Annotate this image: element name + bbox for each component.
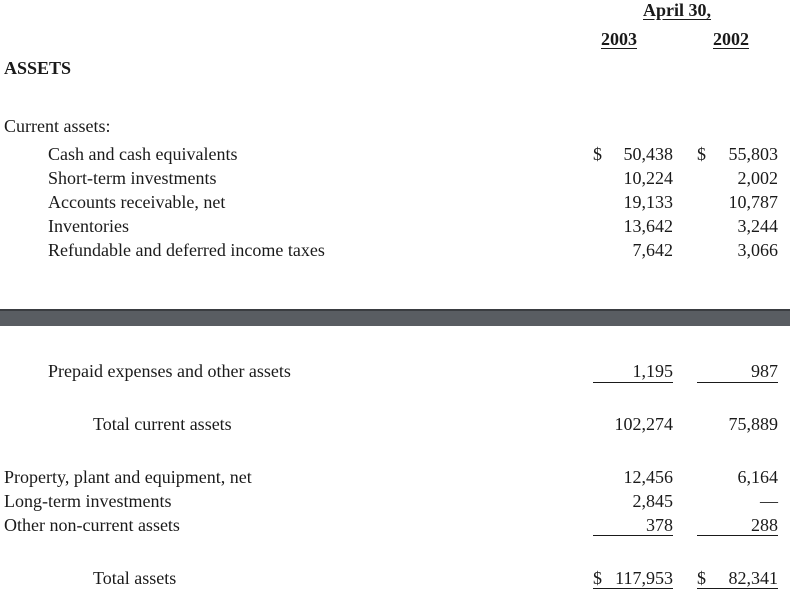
noncurrent-rule-2003: [593, 535, 673, 536]
row-label-refundable-taxes: Refundable and deferred income taxes: [48, 240, 325, 260]
value-ppe-2002: 6,164: [737, 467, 778, 487]
value-cash-2003: 50,438: [623, 144, 673, 164]
dollar-sign-2002: $: [697, 144, 706, 164]
value-total-assets-2002: 82,341: [728, 568, 778, 588]
year-2002-header: 2002: [713, 29, 749, 49]
row-label-long-term-investments: Long-term investments: [4, 491, 172, 511]
total-dollar-sign-2003: $: [593, 568, 602, 588]
value-prepaid-2003: 1,195: [632, 361, 673, 381]
value-total-current-assets-2002: 75,889: [728, 414, 778, 434]
value-short-term-investments-2003: 10,224: [623, 168, 673, 188]
value-inventories-2003: 13,642: [623, 216, 673, 236]
dollar-sign-2003: $: [593, 144, 602, 164]
row-label-prepaid: Prepaid expenses and other assets: [48, 361, 291, 381]
current-assets-label: Current assets:: [4, 116, 111, 136]
noncurrent-rule-2002: [697, 535, 778, 536]
value-prepaid-2002: 987: [751, 361, 778, 381]
value-other-non-current-2003: 378: [646, 515, 673, 535]
value-long-term-investments-2002: —: [760, 491, 778, 511]
subtotal-rule-2003: [593, 382, 673, 383]
value-accounts-receivable-2003: 19,133: [623, 192, 673, 212]
row-label-total-assets: Total assets: [93, 568, 177, 588]
row-label-cash: Cash and cash equivalents: [48, 144, 238, 164]
row-label-inventories: Inventories: [48, 216, 129, 236]
total-dollar-sign-2002: $: [697, 568, 706, 588]
page-break-bar: [0, 309, 790, 326]
year-2003-header: 2003: [601, 29, 637, 49]
value-total-assets-2003: 117,953: [615, 568, 673, 588]
subtotal-rule-2002: [697, 382, 778, 383]
total-rule-2002: [697, 588, 778, 589]
row-label-total-current-assets: Total current assets: [93, 414, 232, 434]
value-short-term-investments-2002: 2,002: [737, 168, 778, 188]
assets-heading: ASSETS: [4, 58, 72, 78]
value-refundable-taxes-2002: 3,066: [737, 240, 778, 260]
row-label-ppe: Property, plant and equipment, net: [4, 467, 252, 487]
value-long-term-investments-2003: 2,845: [632, 491, 673, 511]
period-header: April 30,: [643, 0, 712, 20]
value-inventories-2002: 3,244: [737, 216, 778, 236]
row-label-short-term-investments: Short-term investments: [48, 168, 217, 188]
total-rule-2003: [593, 588, 673, 589]
row-label-other-non-current: Other non-current assets: [4, 515, 180, 535]
value-refundable-taxes-2003: 7,642: [632, 240, 673, 260]
value-cash-2002: 55,803: [728, 144, 778, 164]
row-label-accounts-receivable: Accounts receivable, net: [48, 192, 226, 212]
value-accounts-receivable-2002: 10,787: [728, 192, 778, 212]
value-other-non-current-2002: 288: [751, 515, 778, 535]
value-total-current-assets-2003: 102,274: [614, 414, 673, 434]
value-ppe-2003: 12,456: [623, 467, 673, 487]
